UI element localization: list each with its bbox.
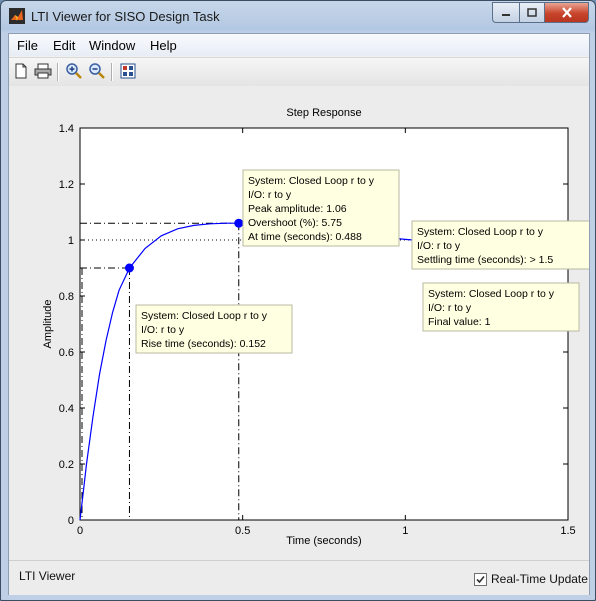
peak-response-datatip-line: System: Closed Loop r to y [248,175,375,187]
zoom-in-icon [65,62,83,80]
close-button[interactable] [545,2,589,23]
minimize-button[interactable] [492,2,520,23]
settling-time-datatip-line: I/O: r to y [417,240,461,252]
chart-title: Step Response [286,107,362,119]
peak-response-datatip-line: Overshoot (%): 5.75 [248,217,342,229]
x-tick-label: 0.5 [235,525,251,537]
x-tick-label: 0 [76,525,84,537]
maximize-button[interactable] [520,2,545,23]
status-text: LTI Viewer [19,569,76,583]
rise-time-datatip-line: Rise time (seconds): 0.152 [141,338,266,350]
menu-bar [9,34,589,56]
x-tick-label: 1 [402,525,409,537]
peak-response-datatip-line: Peak amplitude: 1.06 [248,203,347,215]
rise-time-datatip-line: System: Closed Loop r to y [141,310,268,322]
realtime-update-checkbox[interactable] [474,573,487,586]
peak-response-datatip-line: I/O: r to y [248,189,292,201]
new-button[interactable] [11,61,31,81]
matlab-app-icon [9,8,25,24]
settling-time-datatip-line: System: Closed Loop r to y [417,226,544,238]
plot-config-button[interactable] [118,61,138,81]
menu-edit[interactable]: Edit [53,38,76,53]
step-response-plot[interactable] [9,86,589,560]
final-value-datatip-line: System: Closed Loop r to y [428,288,555,300]
minimize-icon [501,9,511,17]
checkmark-icon [475,574,486,585]
new-file-icon [14,63,28,79]
window-title: LTI Viewer for SISO Design Task [31,9,220,24]
y-axis-label: Amplitude [42,299,54,349]
y-tick-label: 1.2 [58,179,74,191]
plot-figure [9,86,589,560]
peak-response-marker [235,219,243,227]
x-tick-label: 1.5 [560,525,576,537]
final-value-datatip-line: I/O: r to y [428,302,472,314]
zoom-out-icon [88,62,106,80]
final-value-datatip-line: Final value: 1 [428,316,491,328]
y-tick-label: 0 [67,515,74,527]
settling-time-datatip-line: Settling time (seconds): > 1.5 [417,254,554,266]
y-tick-label: 0.8 [58,291,74,303]
y-tick-label: 0.4 [58,403,74,415]
menu-window[interactable]: Window [89,38,136,53]
zoom-out-button[interactable] [87,61,107,81]
maximize-icon [527,8,537,17]
client-area [8,33,590,595]
y-tick-label: 0.2 [58,459,74,471]
zoom-in-button[interactable] [64,61,84,81]
rise-time-datatip-line: I/O: r to y [141,324,185,336]
print-button[interactable] [33,61,53,81]
y-tick-label: 1 [67,235,74,247]
title-bar[interactable] [1,1,595,33]
plot-config-icon [120,63,136,79]
status-bar [9,560,589,595]
toolbar [9,57,589,87]
menu-help[interactable]: Help [150,38,177,53]
print-icon [34,63,52,79]
realtime-update-toggle[interactable] [474,572,588,586]
rise-time-marker [125,264,133,272]
close-icon [561,7,573,18]
peak-response-datatip-line: At time (seconds): 0.488 [248,231,362,243]
realtime-update-label: Real-Time Update [491,572,588,586]
y-tick-label: 0.6 [58,347,74,359]
menu-file[interactable]: File [17,38,38,53]
x-axis-label: Time (seconds) [286,535,362,547]
y-tick-label: 1.4 [58,123,74,135]
